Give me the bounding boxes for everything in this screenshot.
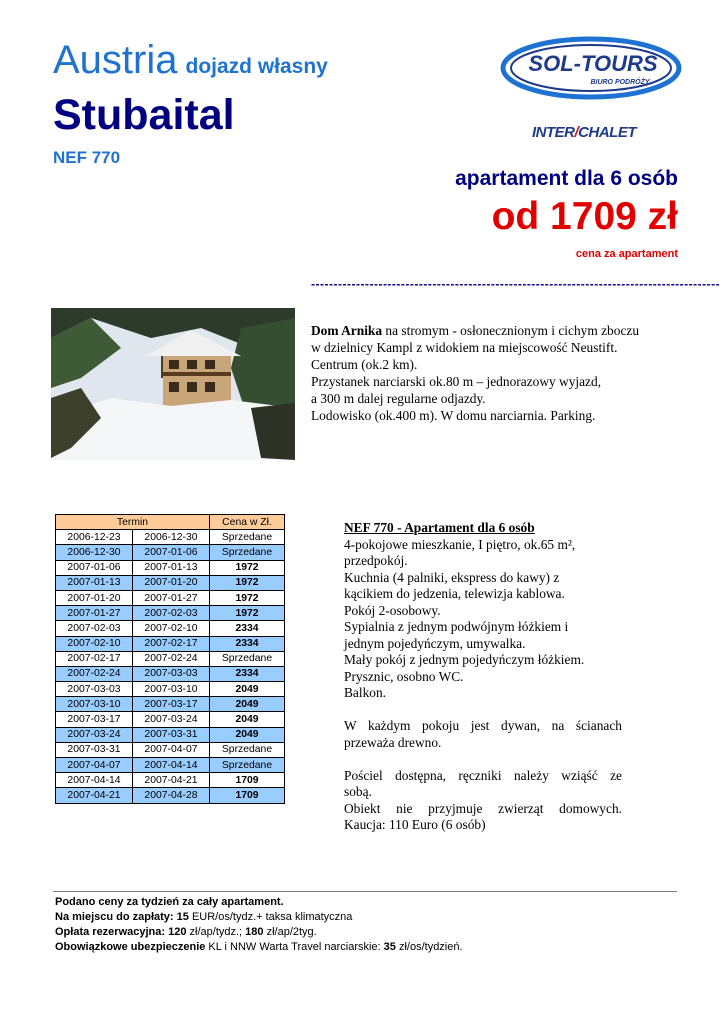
price-cell: 1709 bbox=[210, 788, 285, 803]
term-end-cell: 2007-02-24 bbox=[133, 651, 210, 666]
soltours-logo bbox=[500, 36, 682, 100]
term-start-cell: 2007-03-10 bbox=[56, 697, 133, 712]
interchalet-logo-inter: INTER bbox=[532, 124, 575, 141]
apartment-line: przeważa drewno. bbox=[344, 734, 442, 750]
house-desc-line-1: na stromym - osłonecznionym i cichym zboczu bbox=[382, 323, 640, 338]
table-row bbox=[56, 636, 285, 651]
house-desc-line-6: Lodowisko (ok.400 m). W domu narciarnia. Parking. bbox=[311, 408, 596, 423]
price-cell: 2049 bbox=[210, 682, 285, 697]
price-cell: 2334 bbox=[210, 636, 285, 651]
price-cell: 1709 bbox=[210, 773, 285, 788]
term-start-cell: 2007-01-20 bbox=[56, 590, 133, 605]
term-end-cell: 2007-04-14 bbox=[133, 758, 210, 773]
apartment-line: Pokój 2-osobowy. bbox=[344, 602, 441, 618]
price-from: od 1709 zł bbox=[491, 195, 678, 238]
apartment-heading: NEF 770 - Apartament dla 6 osób bbox=[344, 520, 535, 535]
term-start-cell: 2007-02-10 bbox=[56, 636, 133, 651]
footer-line-4-text: KL i NNW Warta Travel narciarskie: bbox=[205, 941, 384, 953]
footer-line-4-unit: zł/os/tydzień. bbox=[395, 941, 463, 953]
term-start-cell: 2007-03-03 bbox=[56, 682, 133, 697]
table-row bbox=[56, 682, 285, 697]
term-start-cell: 2007-01-13 bbox=[56, 575, 133, 590]
footer-notes bbox=[55, 895, 463, 955]
term-end-cell: 2007-04-28 bbox=[133, 788, 210, 803]
table-row bbox=[56, 758, 285, 773]
price-cell: 2049 bbox=[210, 712, 285, 727]
term-start-cell: 2007-04-14 bbox=[56, 773, 133, 788]
table-row bbox=[56, 666, 285, 681]
table-row bbox=[56, 788, 285, 803]
table-row bbox=[56, 712, 285, 727]
price-note: cena za apartament bbox=[575, 248, 678, 260]
house-description bbox=[311, 322, 681, 424]
price-cell: 1972 bbox=[210, 606, 285, 621]
term-end-cell: 2007-01-06 bbox=[133, 545, 210, 560]
country-name: Austria bbox=[53, 38, 178, 82]
apartment-line: sobą. bbox=[344, 784, 372, 799]
apartment-line: Balkon. bbox=[344, 685, 387, 700]
table-row bbox=[56, 621, 285, 636]
footer-line-3-unit: zł/ap/2tyg. bbox=[263, 926, 317, 938]
table-row bbox=[56, 575, 285, 590]
apartment-line: przedpokój. bbox=[344, 553, 408, 568]
footer-line-2-label: Na miejscu do zapłaty: 15 bbox=[55, 911, 189, 923]
term-start-cell: 2006-12-30 bbox=[56, 545, 133, 560]
price-cell: 2334 bbox=[210, 621, 285, 636]
apartment-line: Obiekt nie przyjmuje zwierząt domowych. bbox=[344, 800, 622, 816]
footer-line-3-label: Opłata rezerwacyjna: 120 bbox=[55, 926, 187, 938]
house-desc-line-3: Centrum (ok.2 km). bbox=[311, 357, 418, 372]
term-start-cell: 2007-02-03 bbox=[56, 621, 133, 636]
table-row bbox=[56, 530, 285, 545]
apartment-line: Pościel dostępna, ręczniki należy wziąść ze bbox=[344, 767, 622, 783]
footer-divider bbox=[53, 891, 677, 892]
footer-line-1: Podano ceny za tydzień za cały apartament. bbox=[55, 896, 284, 908]
price-cell: 1972 bbox=[210, 560, 285, 575]
term-start-cell: 2007-02-17 bbox=[56, 651, 133, 666]
soltours-logo-text: SOL-TOURS bbox=[528, 51, 658, 76]
house-desc-line-4: Przystanek narciarski ok.80 m – jednorazowy wyjazd, bbox=[311, 374, 602, 389]
offer-code: NEF 770 bbox=[53, 148, 121, 167]
price-cell: Sprzedane bbox=[210, 545, 285, 560]
term-end-cell: 2007-01-27 bbox=[133, 590, 210, 605]
term-start-cell: 2006-12-23 bbox=[56, 530, 133, 545]
term-end-cell: 2007-02-10 bbox=[133, 621, 210, 636]
term-end-cell: 2007-03-03 bbox=[133, 666, 210, 681]
interchalet-logo bbox=[532, 124, 636, 141]
apartment-line: Kaucja: 110 Euro (6 osób) bbox=[344, 817, 486, 832]
term-end-cell: 2007-01-20 bbox=[133, 575, 210, 590]
table-row bbox=[56, 590, 285, 605]
house-desc-line-2: w dzielnicy Kampl z widokiem na miejscowość Neustift. bbox=[311, 340, 618, 355]
price-cell: Sprzedane bbox=[210, 651, 285, 666]
apartment-line: kącikiem do jedzenia, telewizja kablowa. bbox=[344, 586, 565, 601]
term-end-cell: 2007-03-24 bbox=[133, 712, 210, 727]
price-cell: 2334 bbox=[210, 666, 285, 681]
price-table bbox=[55, 514, 285, 804]
table-row bbox=[56, 727, 285, 742]
term-end-cell: 2007-02-17 bbox=[133, 636, 210, 651]
table-row bbox=[56, 773, 285, 788]
table-row bbox=[56, 651, 285, 666]
apartment-line: Mały pokój z jednym pojedyńczym łóżkiem. bbox=[344, 652, 585, 667]
term-end-cell: 2007-02-03 bbox=[133, 606, 210, 621]
apartment-line: jednym pojedyńczym, umywalka. bbox=[344, 635, 526, 651]
apartment-line: Sypialnia z jednym podwójnym łóżkiem i bbox=[344, 619, 569, 634]
country-title bbox=[53, 40, 328, 80]
table-row bbox=[56, 545, 285, 560]
region-title: Stubaital bbox=[53, 91, 235, 139]
table-row bbox=[56, 606, 285, 621]
term-end-cell: 2007-04-21 bbox=[133, 773, 210, 788]
apartment-line: Prysznic, osobno WC. bbox=[344, 668, 464, 684]
term-start-cell: 2007-01-06 bbox=[56, 560, 133, 575]
footer-line-3-text: zł/ap/tydz.; bbox=[186, 926, 246, 938]
transport-note: dojazd własny bbox=[185, 55, 328, 78]
house-desc-line-5: a 300 m dalej regularne odjazdy. bbox=[311, 391, 486, 406]
term-start-cell: 2007-04-07 bbox=[56, 758, 133, 773]
price-cell: 2049 bbox=[210, 727, 285, 742]
spacer bbox=[344, 751, 622, 768]
apartment-line: W każdym pokoju jest dywan, na ścianach bbox=[344, 718, 622, 733]
price-cell: 1972 bbox=[210, 590, 285, 605]
term-end-cell: 2007-03-10 bbox=[133, 682, 210, 697]
dashed-separator: ------------------------------------------------------------------------------------------- bbox=[311, 277, 721, 291]
term-header: Termin bbox=[56, 515, 210, 530]
price-table-body bbox=[56, 530, 285, 803]
footer-line-4-value: 35 bbox=[383, 941, 396, 953]
house-photo bbox=[51, 308, 295, 460]
term-start-cell: 2007-01-27 bbox=[56, 606, 133, 621]
term-end-cell: 2007-04-07 bbox=[133, 742, 210, 757]
footer-line-2-text: EUR/os/tydz.+ taksa klimatyczna bbox=[188, 911, 353, 923]
price-cell: 1972 bbox=[210, 575, 285, 590]
term-end-cell: 2007-03-31 bbox=[133, 727, 210, 742]
price-cell: Sprzedane bbox=[210, 742, 285, 757]
price-cell: Sprzedane bbox=[210, 758, 285, 773]
footer-line-3-value: 180 bbox=[245, 926, 264, 938]
apartment-description bbox=[344, 520, 622, 834]
term-end-cell: 2006-12-30 bbox=[133, 530, 210, 545]
term-start-cell: 2007-04-21 bbox=[56, 788, 133, 803]
apartment-line: Kuchnia (4 palniki, ekspress do kawy) z bbox=[344, 569, 560, 585]
apartment-line: 4-pokojowe mieszkanie, I piętro, ok.65 m², bbox=[344, 536, 576, 552]
interchalet-logo-chalet: CHALET bbox=[578, 124, 636, 141]
term-start-cell: 2007-03-17 bbox=[56, 712, 133, 727]
price-cell: Sprzedane bbox=[210, 530, 285, 545]
price-cell: 2049 bbox=[210, 697, 285, 712]
term-start-cell: 2007-02-24 bbox=[56, 666, 133, 681]
term-start-cell: 2007-03-24 bbox=[56, 727, 133, 742]
apartment-type: apartament dla 6 osób bbox=[455, 167, 678, 190]
house-name: Dom Arnika bbox=[311, 323, 383, 338]
spacer bbox=[344, 702, 622, 719]
soltours-logo-subtext: BIURO PODRÓŻY bbox=[590, 79, 650, 86]
term-end-cell: 2007-03-17 bbox=[133, 697, 210, 712]
table-row bbox=[56, 560, 285, 575]
term-start-cell: 2007-03-31 bbox=[56, 742, 133, 757]
price-table-header bbox=[56, 515, 285, 530]
price-header: Cena w Zł. bbox=[210, 515, 285, 530]
term-end-cell: 2007-01-13 bbox=[133, 560, 210, 575]
interchalet-logo-mark: / bbox=[574, 124, 579, 141]
table-row bbox=[56, 742, 285, 757]
footer-line-4-label: Obowiązkowe ubezpieczenie bbox=[55, 941, 206, 953]
table-row bbox=[56, 697, 285, 712]
